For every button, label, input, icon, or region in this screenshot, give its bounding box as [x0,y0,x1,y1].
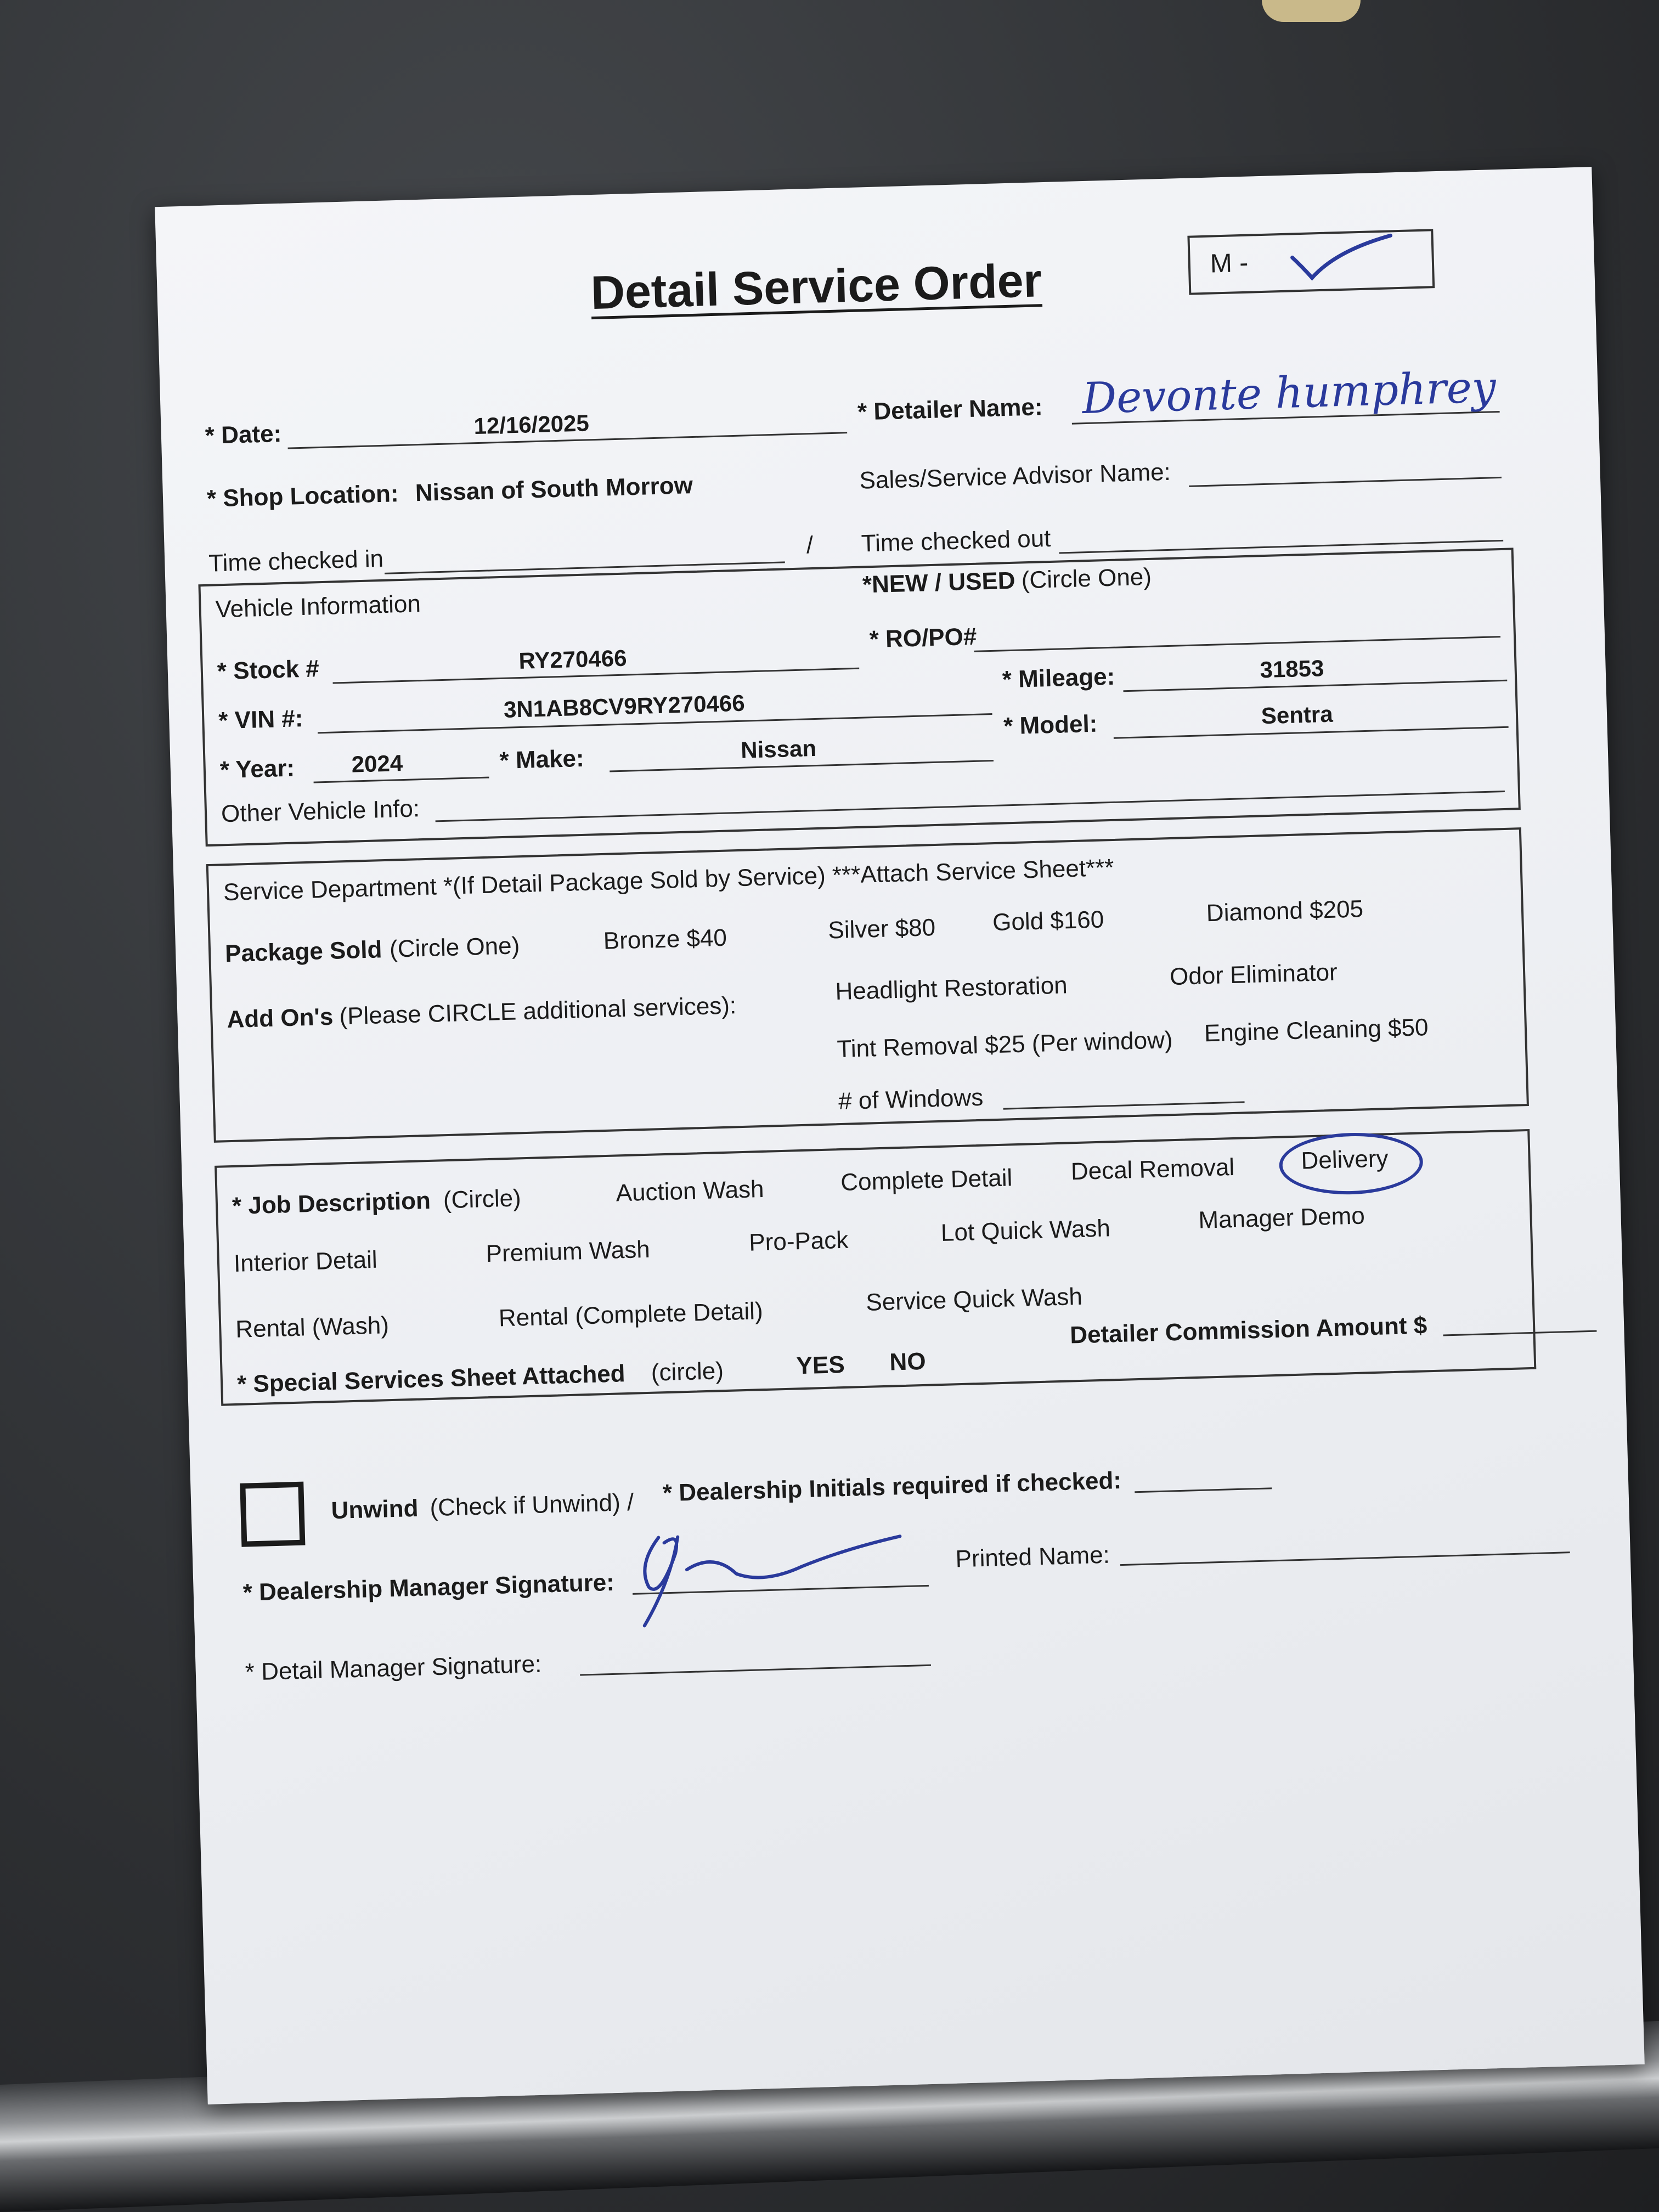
package-gold: Gold $160 [992,906,1104,936]
special-services-hint: (circle) [651,1357,724,1386]
special-services-no: NO [889,1347,927,1376]
make-value: Nissan [740,735,817,763]
dealership-initials-line [1135,1487,1272,1493]
detail-manager-signature-label: * Detail Manager Signature: [245,1650,542,1686]
job-complete-detail: Complete Detail [840,1164,1013,1197]
addon-headlight-restoration: Headlight Restoration [834,972,1068,1006]
job-description-label: * Job Description [232,1187,431,1220]
addon-engine-cleaning: Engine Cleaning $50 [1204,1014,1429,1047]
package-silver: Silver $80 [827,914,936,944]
vehicle-info-label: Vehicle Information [215,590,421,623]
unwind-hint: (Check if Unwind) / [429,1488,634,1522]
dealership-manager-signature [625,1514,913,1632]
new-used-label: *NEW / USED [862,567,1016,599]
vin-value: 3N1AB8CV9RY270466 [503,690,746,723]
job-delivery: Delivery [1300,1145,1389,1175]
model-label: * Model: [1003,710,1098,740]
job-pro-pack: Pro-Pack [748,1226,849,1256]
addon-tint-removal: Tint Removal $25 (Per window) [836,1026,1173,1063]
package-diamond: Diamond $205 [1206,895,1364,927]
service-order-form [155,167,1645,2104]
stock-label: * Stock # [217,655,320,685]
ro-po-label: * RO/PO# [869,623,977,653]
job-rental-wash: Rental (Wash) [235,1312,390,1343]
date-value: 12/16/2025 [473,410,590,439]
job-service-quick-wash: Service Quick Wash [865,1283,1083,1316]
advisor-label: Sales/Service Advisor Name: [859,458,1171,494]
dealership-manager-signature-label: * Dealership Manager Signature: [242,1568,615,1606]
printed-name-line [1120,1551,1570,1566]
mileage-value: 31853 [1259,655,1324,683]
job-description-hint: (Circle) [443,1184,522,1214]
time-slash: / [806,531,814,559]
job-manager-demo: Manager Demo [1198,1202,1365,1234]
make-label: * Make: [499,744,585,775]
detailer-name-label: * Detailer Name: [857,393,1043,426]
mileage-label: * Mileage: [1002,663,1115,693]
service-department-header: Service Department *(If Detail Package Sold by Service) ***Attach Service Sheet*** [223,854,1115,906]
shop-location-label: * Shop Location: [206,480,399,512]
windows-label: # of Windows [838,1084,984,1115]
commission-label: Detailer Commission Amount $ [1069,1312,1427,1349]
year-label: * Year: [219,754,295,784]
package-sold-label: Package Sold [224,936,382,968]
job-decal-removal: Decal Removal [1070,1153,1235,1186]
date-label: * Date: [205,420,282,449]
addon-odor-eliminator: Odor Eliminator [1169,958,1338,991]
special-services-yes: YES [795,1351,845,1380]
unwind-checkbox[interactable] [240,1482,305,1547]
job-lot-quick-wash: Lot Quick Wash [940,1215,1111,1246]
desk-object [1262,0,1361,22]
special-services-label: * Special Services Sheet Attached [236,1360,626,1398]
add-ons-label: Add On's [226,1003,334,1034]
detail-manager-signature-line [580,1664,931,1676]
model-value: Sentra [1261,701,1334,729]
year-value: 2024 [351,750,403,777]
job-premium-wash: Premium Wash [486,1235,651,1268]
job-rental-complete-detail: Rental (Complete Detail) [498,1297,764,1332]
vin-label: * VIN #: [218,705,304,735]
shop-location-value: Nissan of South Morrow [415,472,693,507]
time-in-label: Time checked in [208,545,384,577]
package-sold-hint: (Circle One) [389,932,520,963]
stock-value: RY270466 [518,645,628,674]
new-used-hint: (Circle One) [1021,563,1152,594]
other-vehicle-info-label: Other Vehicle Info: [221,795,420,828]
advisor-line [1189,477,1502,487]
page-title: Detail Service Order [590,254,1043,320]
printed-name-label: Printed Name: [955,1541,1110,1573]
m-box-label: M - [1210,248,1249,279]
unwind-label: Unwind [331,1494,419,1525]
package-bronze: Bronze $40 [603,924,727,955]
job-auction-wash: Auction Wash [616,1175,765,1207]
checkmark-icon [1286,233,1397,285]
add-ons-hint: (Please CIRCLE additional services): [338,992,737,1030]
time-out-label: Time checked out [861,524,1052,557]
detailer-name-handwritten: Devonte humphrey [1081,363,1497,424]
dealership-initials-label: * Dealership Initials required if checked: [662,1466,1122,1507]
job-interior-detail: Interior Detail [233,1246,378,1277]
